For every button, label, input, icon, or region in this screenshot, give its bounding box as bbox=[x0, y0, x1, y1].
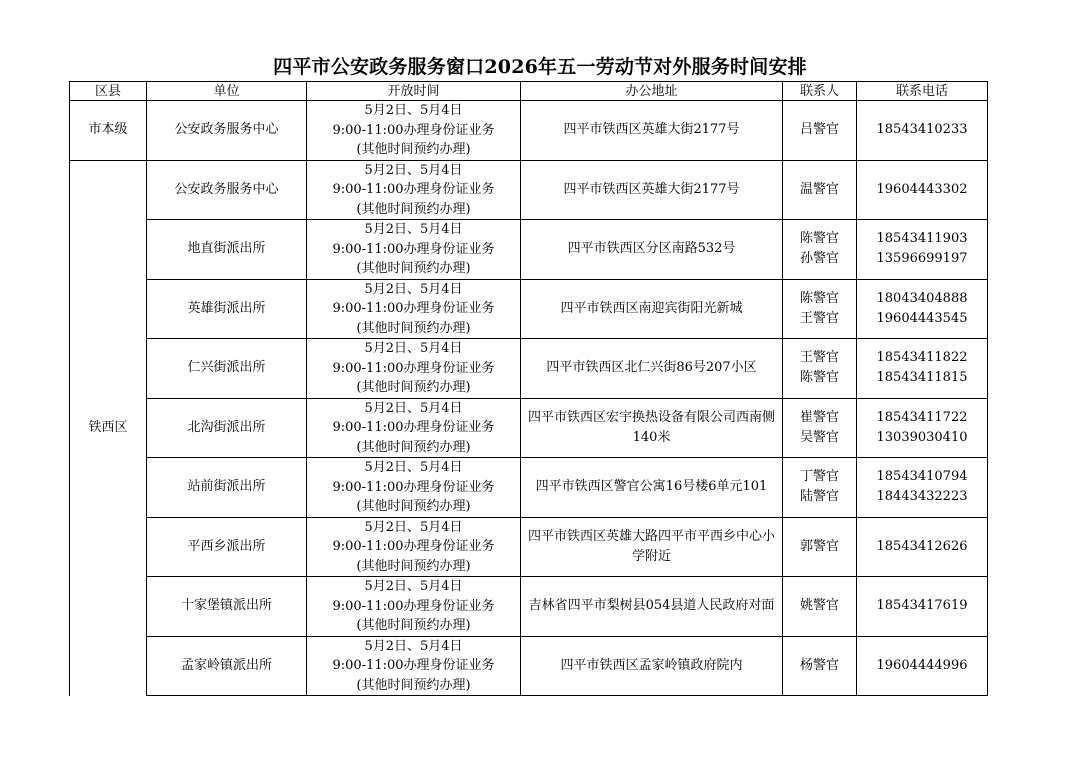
contact-cell bbox=[783, 398, 857, 458]
hours-line-3: (其他时间预约办理) bbox=[356, 261, 471, 276]
table-row bbox=[70, 577, 988, 637]
hours-cell bbox=[307, 220, 521, 280]
contact-cell bbox=[783, 577, 857, 637]
unit-cell: 北沟街派出所 bbox=[147, 398, 307, 458]
phone-number: 18543411815 bbox=[876, 370, 968, 386]
table-row bbox=[70, 160, 988, 220]
phone-cell bbox=[857, 101, 988, 161]
contact-name: 陈警官 bbox=[799, 370, 839, 386]
contact-cell bbox=[783, 220, 857, 280]
contact-name: 吴警官 bbox=[799, 429, 839, 445]
hours-line-2: 9:00-11:00办理身份证业务 bbox=[332, 479, 495, 495]
phone-number: 18543417619 bbox=[876, 598, 968, 614]
address-cell: 四平市铁西区警官公寓16号楼6单元101 bbox=[521, 458, 783, 518]
hours-line-2: 9:00-11:00办理身份证业务 bbox=[332, 182, 495, 197]
hours-cell bbox=[307, 101, 521, 161]
phone-number: 18543410794 bbox=[876, 469, 968, 485]
hours-line-1: 5月2日、5月4日 bbox=[364, 103, 463, 118]
hours-line-3: (其他时间预约办理) bbox=[356, 201, 471, 217]
hours-line-2: 9:00-11:00办理身份证业务 bbox=[332, 241, 495, 257]
hours-line-3: (其他时间预约办理) bbox=[356, 558, 471, 574]
phone-number: 18543412626 bbox=[876, 538, 968, 554]
unit-cell: 十家堡镇派出所 bbox=[147, 577, 307, 637]
phone-cell bbox=[857, 279, 988, 339]
page-title: 四平市公安政务服务窗口2026年五一劳动节对外服务时间安排 bbox=[273, 56, 807, 78]
hours-line-3: (其他时间预约办理) bbox=[356, 142, 471, 157]
contact-cell bbox=[783, 160, 857, 220]
hours-cell bbox=[307, 517, 521, 577]
phone-number: 18543410233 bbox=[876, 122, 968, 138]
contact-name: 姚警官 bbox=[799, 598, 839, 614]
header-contact: 联系人 bbox=[783, 82, 857, 101]
hours-line-1: 5月2日、5月4日 bbox=[364, 400, 463, 416]
contact-cell bbox=[783, 279, 857, 339]
address-cell: 四平市铁西区英雄大街2177号 bbox=[521, 101, 783, 161]
table-row bbox=[70, 220, 988, 280]
header-hours: 开放时间 bbox=[307, 82, 521, 101]
hours-cell bbox=[307, 398, 521, 458]
phone-number: 13596699197 bbox=[876, 251, 968, 267]
hours-line-1: 5月2日、5月4日 bbox=[364, 460, 463, 475]
contact-name: 丁警官 bbox=[799, 469, 839, 485]
address-cell: 吉林省四平市梨树县054县道人民政府对面 bbox=[521, 577, 783, 637]
hours-line-2: 9:00-11:00办理身份证业务 bbox=[332, 122, 495, 138]
hours-line-3: (其他时间预约办理) bbox=[356, 380, 471, 395]
hours-line-3: (其他时间预约办理) bbox=[356, 618, 471, 633]
phone-cell bbox=[857, 636, 988, 696]
header-district: 区县 bbox=[70, 82, 147, 101]
contact-name: 王警官 bbox=[799, 310, 839, 326]
phone-number: 18543411822 bbox=[876, 350, 968, 366]
contact-name: 陈警官 bbox=[799, 231, 839, 247]
unit-cell: 仁兴街派出所 bbox=[147, 339, 307, 399]
table-row bbox=[70, 339, 988, 399]
phone-cell bbox=[857, 339, 988, 399]
address-cell: 四平市铁西区北仁兴街86号207小区 bbox=[521, 339, 783, 399]
phone-cell bbox=[857, 398, 988, 458]
table-header-row bbox=[70, 82, 988, 101]
hours-cell bbox=[307, 279, 521, 339]
contact-name: 郭警官 bbox=[799, 538, 839, 554]
unit-cell: 平西乡派出所 bbox=[147, 517, 307, 577]
phone-number: 19604443302 bbox=[876, 181, 968, 197]
hours-line-1: 5月2日、5月4日 bbox=[364, 519, 463, 535]
contact-cell bbox=[783, 517, 857, 577]
hours-line-3: (其他时间预约办理) bbox=[356, 499, 471, 514]
header-phone: 联系电话 bbox=[857, 82, 988, 101]
phone-number: 18543411903 bbox=[876, 231, 968, 247]
contact-name: 温警官 bbox=[799, 181, 839, 197]
unit-cell: 英雄街派出所 bbox=[147, 279, 307, 339]
contact-name: 吕警官 bbox=[799, 122, 839, 138]
hours-cell bbox=[307, 636, 521, 696]
hours-line-1: 5月2日、5月4日 bbox=[364, 222, 463, 237]
hours-line-3: (其他时间预约办理) bbox=[356, 677, 471, 693]
unit-cell: 地直街派出所 bbox=[147, 220, 307, 280]
phone-cell bbox=[857, 160, 988, 220]
address-cell: 四平市铁西区分区南路532号 bbox=[521, 220, 783, 280]
address-cell: 四平市铁西区宏宇换热设备有限公司西南侧140米 bbox=[521, 398, 783, 458]
hours-line-2: 9:00-11:00办理身份证业务 bbox=[332, 360, 495, 376]
schedule-table bbox=[69, 81, 988, 696]
hours-line-1: 5月2日、5月4日 bbox=[364, 162, 463, 178]
hours-line-3: (其他时间预约办理) bbox=[356, 320, 471, 336]
phone-number: 18543411722 bbox=[876, 409, 968, 425]
hours-line-2: 9:00-11:00办理身份证业务 bbox=[332, 420, 495, 435]
table-row bbox=[70, 517, 988, 577]
hours-cell bbox=[307, 160, 521, 220]
table-body bbox=[70, 101, 988, 696]
phone-number: 19604444996 bbox=[876, 657, 968, 673]
phone-number: 18043404888 bbox=[876, 290, 968, 306]
phone-cell bbox=[857, 577, 988, 637]
phone-cell bbox=[857, 220, 988, 280]
header-unit: 单位 bbox=[147, 82, 307, 101]
contact-name: 陆警官 bbox=[799, 489, 839, 505]
phone-number: 19604443545 bbox=[876, 310, 968, 326]
contact-cell bbox=[783, 458, 857, 518]
contact-cell bbox=[783, 636, 857, 696]
table-row bbox=[70, 279, 988, 339]
hours-line-1: 5月2日、5月4日 bbox=[364, 638, 463, 654]
hours-line-2: 9:00-11:00办理身份证业务 bbox=[332, 539, 495, 554]
address-cell: 四平市铁西区英雄大街2177号 bbox=[521, 160, 783, 220]
contact-cell bbox=[783, 339, 857, 399]
address-cell: 四平市铁西区南迎宾街阳光新城 bbox=[521, 279, 783, 339]
address-cell: 四平市铁西区英雄大路四平市平西乡中心小学附近 bbox=[521, 517, 783, 577]
contact-name: 王警官 bbox=[799, 350, 839, 366]
district-cell-tiexi: 铁西区 bbox=[70, 160, 147, 696]
hours-cell bbox=[307, 577, 521, 637]
contact-name: 杨警官 bbox=[799, 657, 839, 673]
table-row bbox=[70, 458, 988, 518]
unit-cell: 孟家岭镇派出所 bbox=[147, 636, 307, 696]
hours-line-1: 5月2日、5月4日 bbox=[364, 579, 463, 594]
contact-name: 孙警官 bbox=[799, 251, 839, 267]
unit-cell: 站前街派出所 bbox=[147, 458, 307, 518]
district-cell-city: 市本级 bbox=[70, 101, 147, 161]
hours-line-3: (其他时间预约办理) bbox=[356, 439, 471, 455]
contact-cell bbox=[783, 101, 857, 161]
unit-cell: 公安政务服务中心 bbox=[147, 101, 307, 161]
table-row bbox=[70, 636, 988, 696]
table-row bbox=[70, 398, 988, 458]
phone-cell bbox=[857, 458, 988, 518]
contact-name: 陈警官 bbox=[799, 290, 839, 306]
hours-line-1: 5月2日、5月4日 bbox=[364, 341, 463, 356]
hours-cell bbox=[307, 458, 521, 518]
phone-number: 18443432223 bbox=[876, 489, 968, 505]
phone-cell bbox=[857, 517, 988, 577]
hours-line-1: 5月2日、5月4日 bbox=[364, 281, 463, 297]
hours-cell bbox=[307, 339, 521, 399]
phone-number: 13039030410 bbox=[876, 429, 968, 445]
hours-line-2: 9:00-11:00办理身份证业务 bbox=[332, 301, 495, 316]
hours-line-2: 9:00-11:00办理身份证业务 bbox=[332, 598, 495, 614]
header-address: 办公地址 bbox=[521, 82, 783, 101]
table-row bbox=[70, 101, 988, 161]
hours-line-2: 9:00-11:00办理身份证业务 bbox=[332, 658, 495, 673]
unit-cell: 公安政务服务中心 bbox=[147, 160, 307, 220]
contact-name: 崔警官 bbox=[799, 409, 839, 425]
address-cell: 四平市铁西区孟家岭镇政府院内 bbox=[521, 636, 783, 696]
